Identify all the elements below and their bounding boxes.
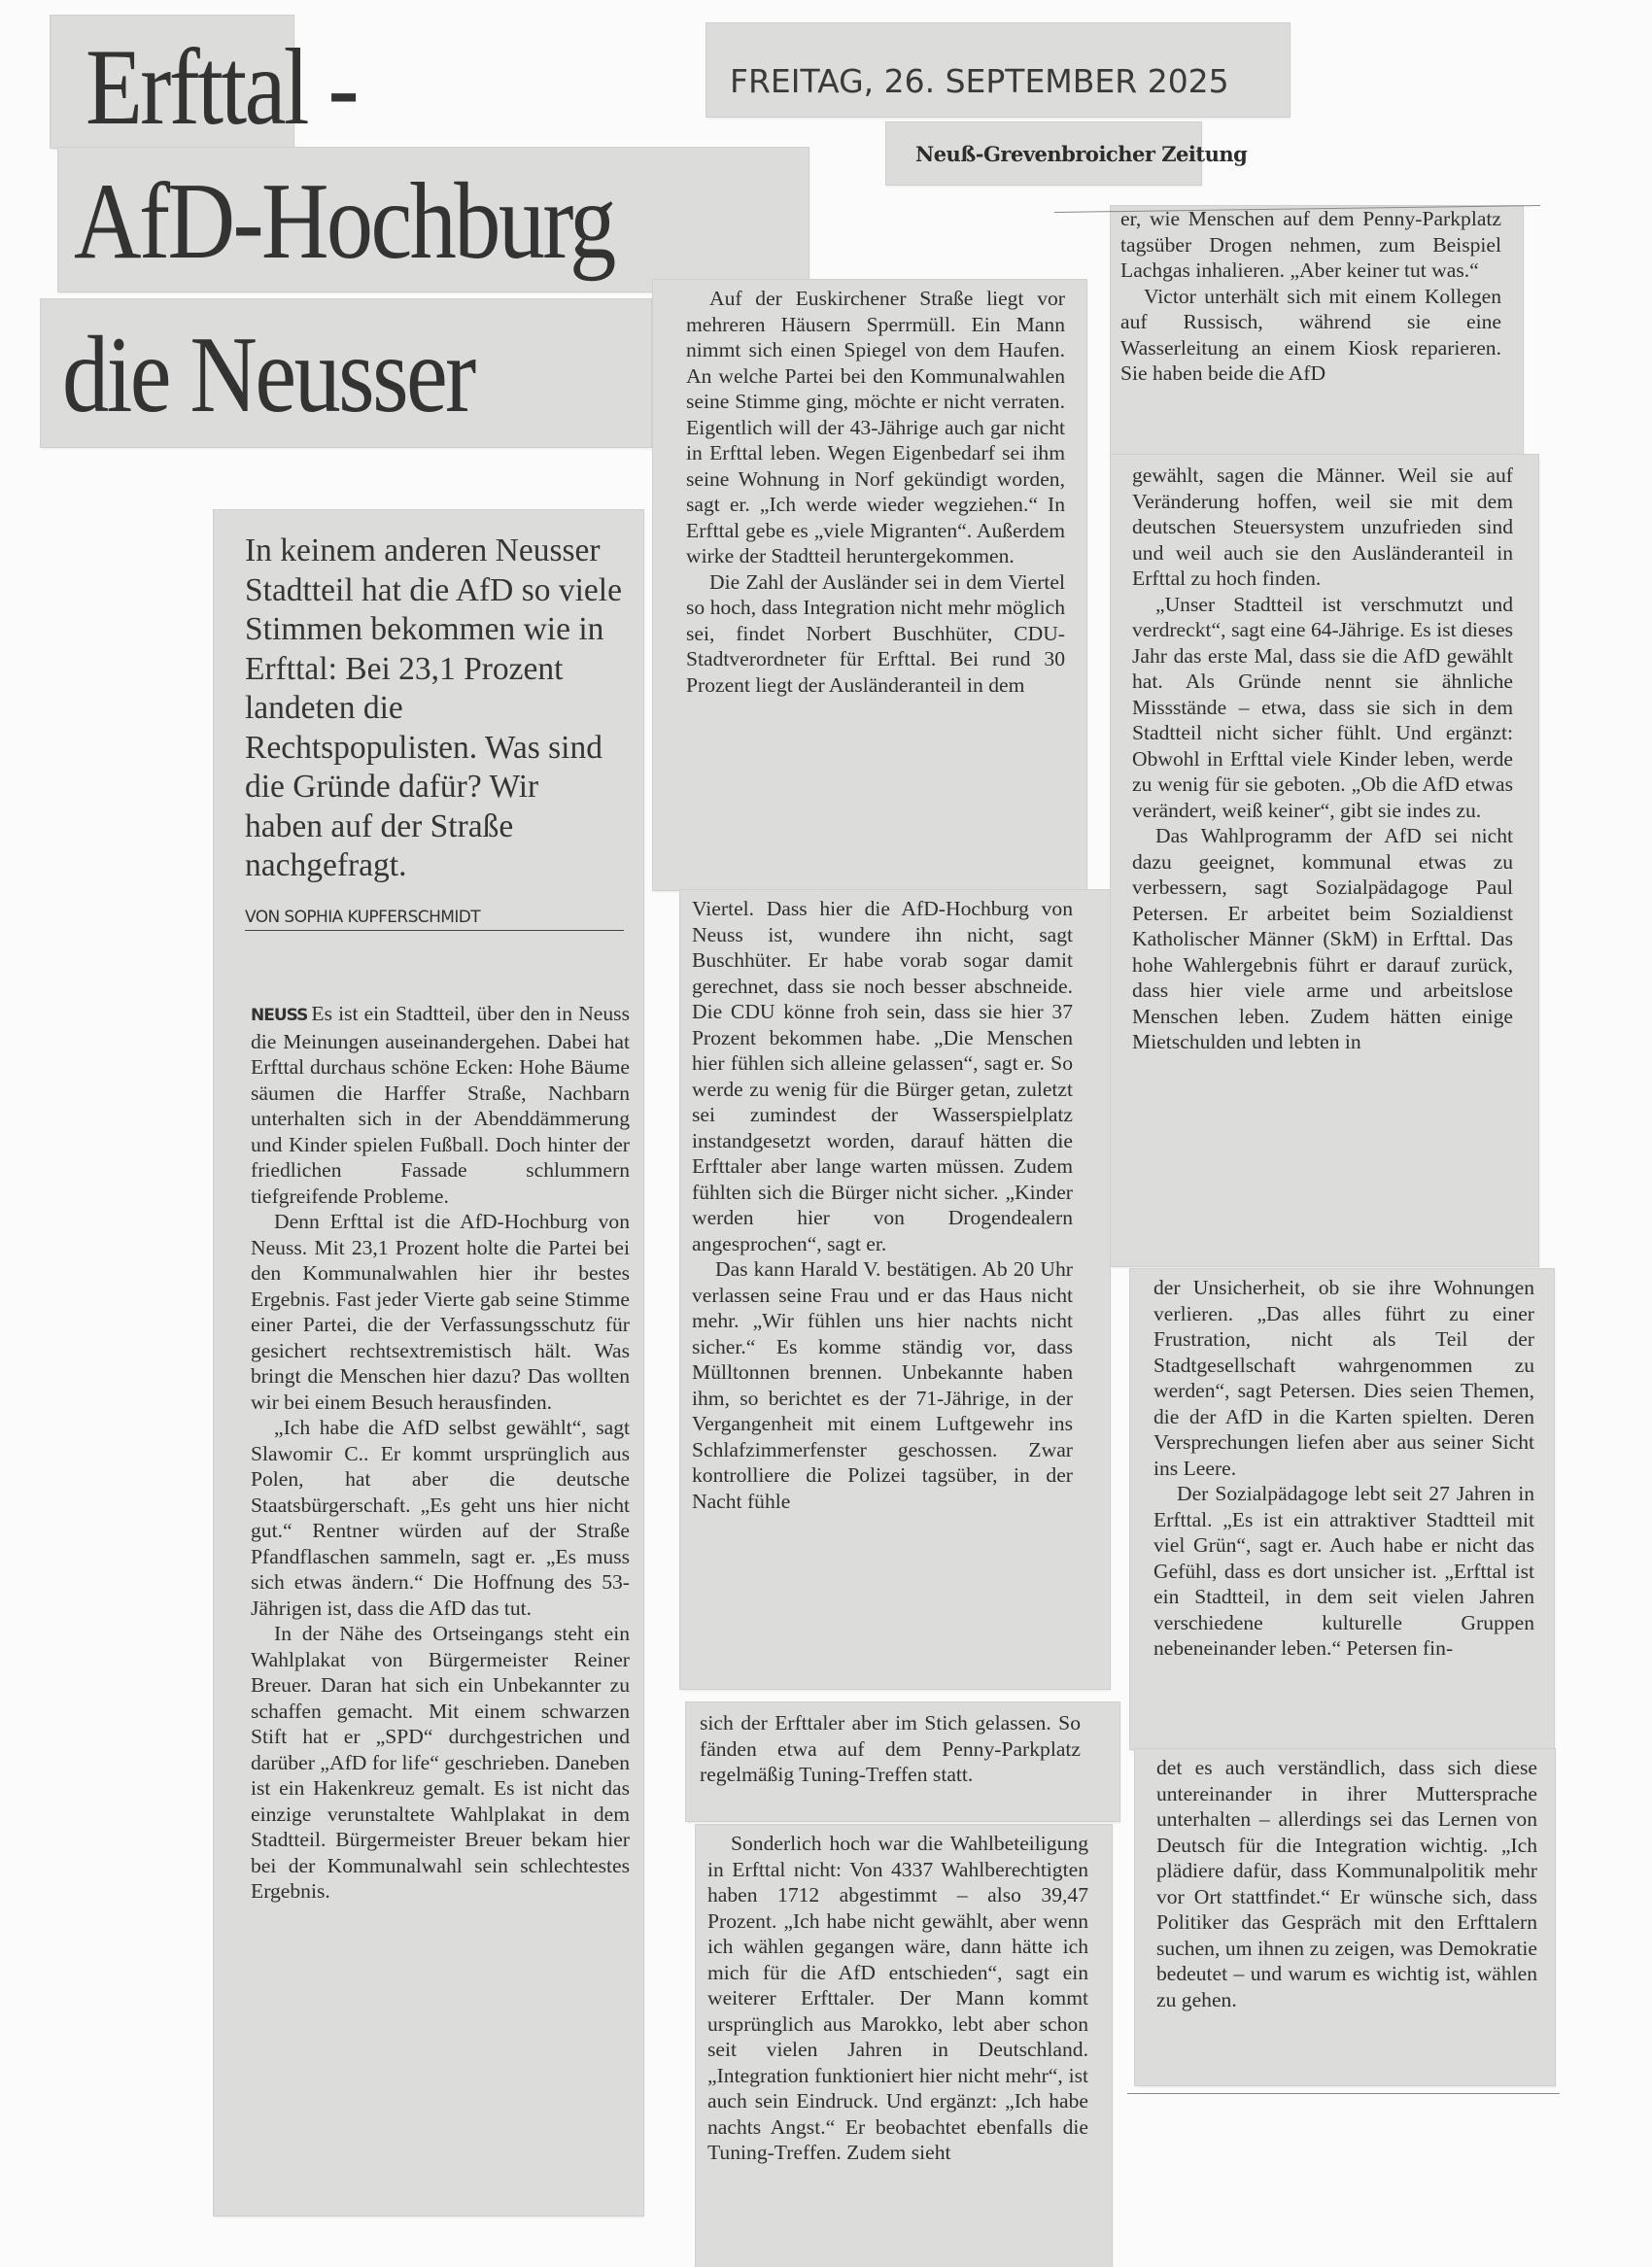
teaser-block — [245, 532, 624, 931]
article-column-2c — [700, 1710, 1081, 1788]
paragraph: Victor unterhält sich mit einem Kollegen auf Russisch, während sie eine Wasserleitung an einem Kiosk reparieren. Sie haben beide die AfD — [1120, 284, 1501, 385]
article-column-2d — [707, 1831, 1088, 2166]
newspaper-name: Neuß-Grevenbroicher Zeitung — [915, 142, 1248, 166]
article-column-3d — [1156, 1755, 1537, 2012]
paragraph: „Unser Stadtteil ist verschmutzt und verdreckt“, sagt eine 64-Jährige. Es ist dieses Jahr das erste Mal, dass sie die AfD gewählt hat. Als Gründe nennt sie ähnliche Missstände – etwa, dass sie sich in dem Stadtteil nicht sicher fühlt. Und ergänzt: Obwohl in Erfttal viele Kinder leben, werde zu wenig für sie geboten. „Ob die AfD etwas verändert, weiß keiner“, gibt sie indes zu. — [1132, 592, 1513, 822]
headline-line-2: AfD-Hochburg — [74, 161, 614, 282]
paragraph: Das Wahlprogramm der AfD sei nicht dazu geeignet, kommunal etwas zu verbessern, sagt Sozialpädagoge Paul Petersen. Er arbeitet beim Sozialdienst Katholischer Männer (SkM) in Erfttal. Das hohe Wahlergebnis führt er darauf zurück, dass hier viele arme und arbeitslose Menschen leben. Zudem hätten einige Mietschulden und lebten in — [1132, 824, 1513, 1053]
column-3-clip-2 — [1111, 455, 1538, 1266]
headline-clip-3 — [41, 299, 651, 447]
headline-clip-1 — [51, 16, 357, 148]
article-column-3a — [1120, 206, 1501, 387]
date-clip — [706, 23, 1290, 117]
column-3-clip-3 — [1130, 1269, 1554, 1749]
paragraph: Sonderlich hoch war die Wahlbeteiligung in Erfttal nicht: Von 4337 Wahlberechtigten haben 1712 abgestimmt – also 39,47 Prozent. „Ich habe nicht gewählt, aber wenn ich wählen gegangen wäre, dann hätte ich mich für die AfD entschieden“, sagt ein weiterer Erfttaler. Der Mann kommt ursprünglich aus Marokko, lebt aber schon seit vielen Jahren in Deutschland. „Integration funktioniert hier nicht mehr“, ist auch sein Eindruck. Und ergänzt: „Ich habe nachts Angst.“ Er beobachtet ebenfalls die Tuning-Treffen. Zudem sieht — [707, 1832, 1088, 2164]
article-column-1 — [251, 1001, 630, 1905]
byline: VON SOPHIA KUPFERSCHMIDT — [245, 908, 624, 931]
masthead-clip — [886, 122, 1248, 185]
column-2-clip-4 — [696, 1825, 1112, 2267]
column-3-clip-1 — [1111, 206, 1523, 454]
headline-clip-2 — [58, 148, 809, 292]
column-2-clip-1 — [653, 280, 1086, 890]
article-column-3b — [1132, 463, 1513, 1055]
article-column-2b — [692, 896, 1073, 1514]
paragraph: er, wie Menschen auf dem Penny-Parkplatz tagsüber Drogen nehmen, zum Beispiel Lachgas inhalieren. „Aber keiner tut was.“ — [1120, 207, 1501, 282]
headline-line-1: Erfttal - — [86, 27, 357, 148]
issue-date: FREITAG, 26. SEPTEMBER 2025 — [730, 62, 1229, 100]
paragraph: Die Zahl der Ausländer sei in dem Viertel so hoch, dass Integration nicht mehr möglich sei, findet Norbert Buschhüter, CDU-Stadtverordneter für Erfttal. Bei rund 30 Prozent liegt der Ausländeranteil in dem — [686, 569, 1065, 697]
dateline: NEUSS — [251, 1006, 308, 1025]
paragraph: det es auch verständlich, dass sich diese untereinander in ihrer Muttersprache unterhalten – allerdings sei das Lernen von Deutsch für die Integration wichtig. „Ich plädiere dafür, dass Kommunalpolitik mehr vor Ort stattfindet.“ Er wünsche sich, dass Politiker das Gespräch mit den Erfttalern suchen, um ihnen zu zeigen, was Demokratie bedeutet – und warum es wichtig ist, wählen zu gehen. — [1156, 1756, 1537, 2011]
paragraph: Auf der Euskirchener Straße liegt vor mehreren Häusern Sperrmüll. Ein Mann nimmt sich einen Spiegel von dem Haufen. An welche Partei bei den Kommunalwahlen seine Stimme ging, möchte er nicht verraten. Eigentlich will der 43-Jährige auch gar nicht in Erfttal leben. Wegen Eigenbedarf sei ihm seine Wohnung in Norf gekündigt worden, sagt er. „Ich werde wieder wegziehen.“ In Erfttal gebe es „viele Migranten“. Außerdem wirke der Stadtteil heruntergekommen. — [686, 287, 1065, 567]
paragraph: der Unsicherheit, ob sie ihre Wohnungen verlieren. „Das alles führt zu einer Frustration, nicht als Teil der Stadtgesellschaft wahrgenommen zu werden“, sagt Petersen. Dies seien Themen, die der AfD in die Karten spielten. Deren Versprechungen liefen aber aus seiner Sicht ins Leere. — [1153, 1276, 1534, 1480]
paragraph: gewählt, sagen die Männer. Weil sie auf Veränderung hoffen, weil sie mit dem deutschen Steuersystem unzufrieden sind und weil auch sie den Ausländeranteil in Erfttal zu hoch finden. — [1132, 464, 1513, 590]
paragraph: In der Nähe des Ortseingangs steht ein Wahlplakat von Bürgermeister Reiner Breuer. Daran hat sich ein Unbekannter zu schaffen gemacht. Mit einem schwarzen Stift hat er „SPD“ durchgestrichen und darüber „AfD for life“ geschrieben. Daneben ist ein Hakenkreuz gemalt. Es ist nicht das einzige verunstaltete Wahlplakat in dem Stadtteil. Bürgermeister Breuer bekam hier bei der Kommunalwahl sein schlechtestes Ergebnis. — [251, 1622, 630, 1903]
article-column-3c — [1153, 1275, 1534, 1662]
column-3-clip-4 — [1135, 1749, 1555, 2085]
headline-line-3: die Neusser — [62, 315, 474, 435]
paragraph: Viertel. Dass hier die AfD-Hochburg von Neuss ist, wundere ihn nicht, sagt Buschhüter. Er habe vorab sogar damit gerechnet, dass sie noch besser abschneide. Die CDU könne froh sein, dass sie hier 37 Prozent bekommen habe. „Die Menschen hier fühlen sich alleine gelassen“, sagt er. So werde zu wenig für die Bürger getan, zuletzt sei zumindest der Wasserspielplatz instandgesetzt worden, darauf hätten die Erfttaler aber lange warten müssen. Zudem fühlten sich die Bürger nicht sicher. „Kinder werden hier von Drogendealern angesprochen“, sagt er. — [692, 897, 1073, 1255]
column-2-clip-3 — [686, 1702, 1119, 1821]
scan-edge-line — [1127, 2093, 1560, 2094]
paragraph: „Ich habe die AfD selbst gewählt“, sagt Slawomir C.. Er kommt ursprünglich aus Polen, hat aber die deutsche Staatsbürgerschaft. „Es geht uns hier nicht gut.“ Rentner würden auf der Straße Pfandflaschen sammeln, sagt er. „Es muss sich etwas ändern.“ Die Hoffnung des 53-Jährigen ist, dass die AfD das tut. — [251, 1416, 630, 1620]
paragraph: Das kann Harald V. bestätigen. Ab 20 Uhr verlassen seine Frau und er das Haus nicht mehr. „Wir fühlen uns hier nachts nicht sicher.“ Es komme ständig vor, dass Mülltonnen brennen. Unbekannte haben ihm, so berichtet es der 71-Jährige, in der Vergangenheit mit einem Luftgewehr ins Schlafzimmerfenster geschossen. Zwar kontrolliere die Polizei tagsüber, in der Nacht fühle — [692, 1257, 1073, 1513]
paragraph: sich der Erfttaler aber im Stich gelassen. So fänden etwa auf dem Penny-Parkplatz regelmäßig Tuning-Treffen statt. — [700, 1711, 1081, 1786]
paragraph: NEUSS Es ist ein Stadtteil, über den in Neuss die Meinungen auseinandergehen. Dabei hat Erfttal durchaus schöne Ecken: Hohe Bäume säumen die Harffer Straße, Nachbarn unterhalten sich in der Abenddämmerung und Kinder spielen Fußball. Doch hinter der friedlichen Fassade schlummern tiefgreifende Probleme. — [251, 1002, 630, 1208]
teaser-text: In keinem anderen Neusser Stadtteil hat die AfD so viele Stimmen bekommen wie in Erfttal: Bei 23,1 Prozent landeten die Rechtspopulisten. Was sind die Gründe dafür? Wir haben auf der Straße nachgefragt. — [245, 532, 622, 883]
paragraph: Der Sozialpädagoge lebt seit 27 Jahren in Erfttal. „Es ist ein attraktiver Stadtteil mit viel Grün“, sagt er. Auch habe er nicht das Gefühl, dass es dort unsicher ist. „Erfttal ist ein Stadtteil, in dem seit vielen Jahren verschiedene kulturelle Gruppen nebeneinander leben.“ Petersen fin- — [1153, 1482, 1534, 1660]
paragraph: Denn Erfttal ist die AfD-Hochburg von Neuss. Mit 23,1 Prozent holte die Partei bei den Kommunalwahlen hier ihr bestes Ergebnis. Fast jeder Vierte gab seine Stimme einer Partei, die der Verfassungsschutz für gesichert rechtsextremistisch hält. Was bringt die Menschen hier dazu? Das wollten wir bei einem Besuch herausfinden. — [251, 1210, 630, 1414]
column-2-clip-2 — [680, 890, 1110, 1689]
teaser-clip — [214, 510, 643, 2215]
article-column-2a — [686, 286, 1065, 698]
